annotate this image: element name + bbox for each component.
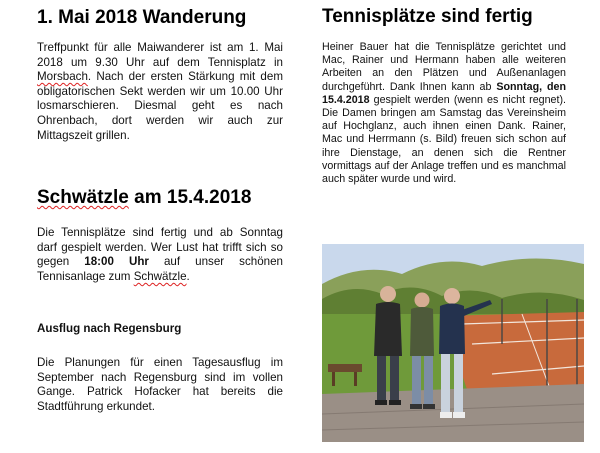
heading-schwaetzle-date: am 15.4.2018: [128, 187, 252, 208]
paragraph-tennisplaetze: [322, 41, 566, 186]
paragraph-schwaetzle-text-a: Die Tennisplätze sind fertig und ab Sonntag darf gespielt werden. Wer Lust hat trifft sich so gegen: [37, 226, 283, 269]
paragraph-maiwanderung-text-a: Treffpunkt für alle Maiwanderer ist am 1. Mai 2018 um 9.30 Uhr auf dem Tennisplatz in: [37, 41, 283, 69]
bench: [328, 364, 362, 372]
paragraph-schwaetzle-end: .: [186, 269, 190, 283]
word-schwaetzle: Schwätzle: [133, 269, 187, 283]
paragraph-schwaetzle: [37, 226, 283, 284]
heading-schwaetzle: [37, 187, 251, 209]
paragraph-schwaetzle-text-b: auf unser schönen Tennisanlage zum: [37, 255, 283, 283]
paragraph-tennisplaetze-text-a: Heiner Bauer hat die Tennisplätze gerichtet und Mac, Rainer und Hermann haben alle weiteren Arbeiten an den Plätzen und Außenanlagen durchgeführt. Dank Ihnen kann ab: [322, 41, 566, 93]
opening-date: Sonntag, den 15.4.2018: [322, 80, 566, 106]
bench-leg-left: [332, 372, 335, 386]
heading-maiwanderung: 1. Mai 2018 Wanderung: [37, 7, 247, 28]
meeting-time: 18:00 Uhr: [84, 255, 149, 269]
bench-leg-right: [354, 372, 357, 386]
paragraph-tennisplaetze-text-b: gespielt werden (wenn es nicht regnet). Die Damen bringen am Samstag das Vereinsheim auf Hochglanz, auch ihnen einen Dank. Rainer, Mac und Herrmann (s. Bild) freuen sich schon auf ihre Dienstage, an denen sich die Rentner vormittags auf der Anlage treffen und es manchmal auch später wurde und wird.: [322, 93, 566, 186]
place-morsbach: Morsbach: [37, 70, 88, 84]
heading-schwaetzle-word: Schwätzle: [37, 187, 129, 208]
paragraph-maiwanderung-text-b: . Nach der ersten Stärkung mit dem obligatorischen Sekt werden wir um 10.00 Uhr losmarschieren. Diesmal geht es nach Ohrenbach, dort werden wir auch zur Mittagszeit grillen.: [37, 70, 283, 142]
tennis-court-illustration: [322, 244, 584, 442]
tennis-court-photo: [322, 244, 584, 442]
paragraph-regensburg: Die Planungen für einen Tagesausflug im September nach Regensburg sind im vollen Gange. Patrick Hofacker hat bereits die Stadtführung erkundet.: [37, 356, 283, 413]
subheading-regensburg: Ausflug nach Regensburg: [37, 322, 182, 335]
heading-tennisplaetze: Tennisplätze sind fertig: [322, 6, 533, 27]
paragraph-maiwanderung: [37, 41, 283, 143]
